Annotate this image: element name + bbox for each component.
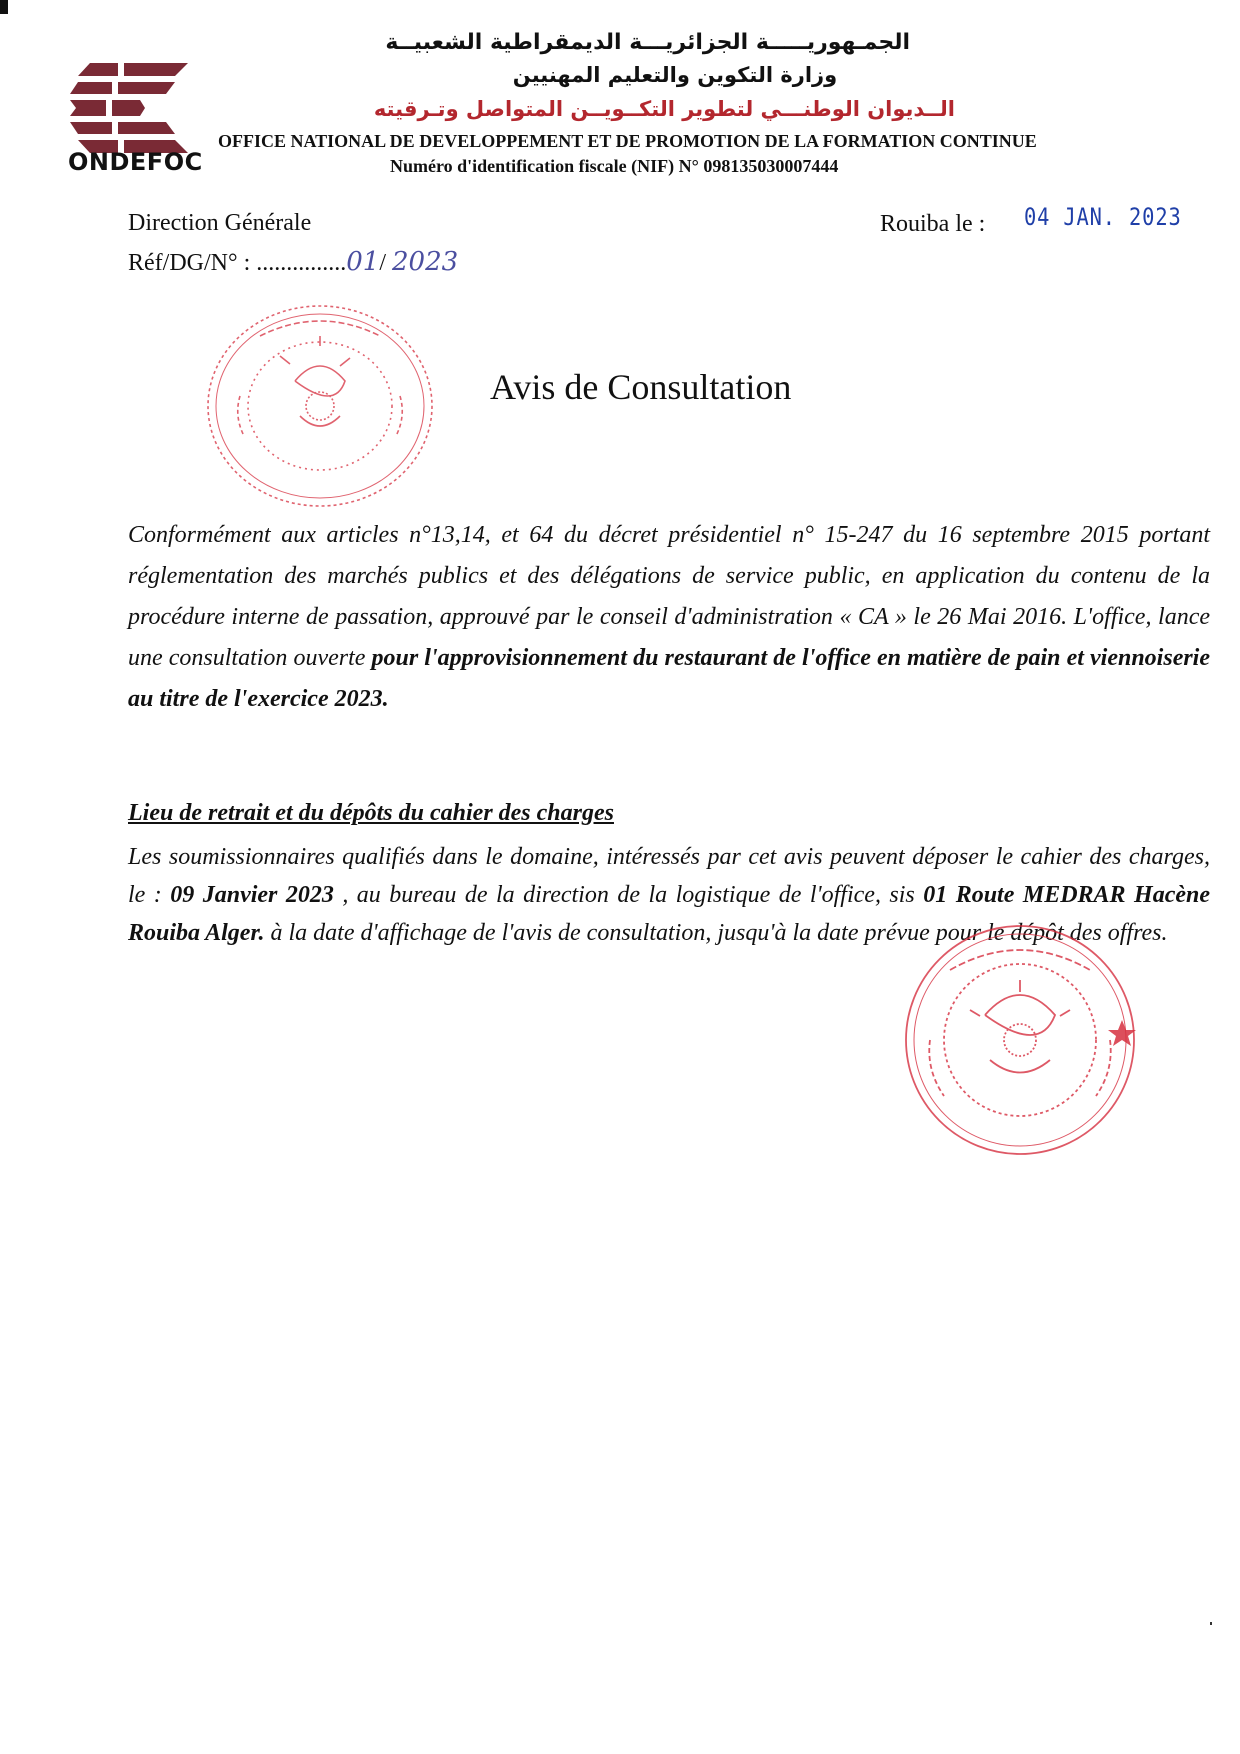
logo-text: ONDEFOC: [68, 148, 203, 176]
paragraph-consultation: [128, 515, 1210, 720]
arabic-republic-line: الجمـهوريـــــة الجزائريـــة الديمقراطية الشعبيــة: [385, 30, 910, 55]
reference-label: Réf/DG/N° :: [128, 250, 257, 276]
ondefoc-logo: [68, 58, 203, 178]
reference-dots: ...............: [256, 250, 347, 276]
ondefoc-logo-icon: [70, 58, 195, 158]
page-title: Avis de Consultation: [490, 367, 792, 407]
arabic-ministry-line: وزارة التكوين والتعليم المهنيين: [512, 63, 838, 87]
nif-line: Numéro d'identification fiscale (NIF) N° 098135030007444: [390, 156, 839, 176]
paragraph-2-address: 01 Route MEDRAR Hacène Rouiba Alger.: [128, 882, 1210, 946]
scan-dot: [1210, 1622, 1212, 1625]
paragraph-1-text: Conformément aux articles n°13,14, et 64 du décret présidentiel n° 15-247 du 16 septembre 2015 portant réglementation des marchés publics et des délégations de service public, en application du contenu de la procédure interne de passation, approuvé par le conseil d'administration « CA » le 26 Mai 2016. L'office, lance une consultation ouverte: [128, 522, 1210, 671]
official-seal-icon-2: [900, 920, 1140, 1160]
paragraph-2-text-3: à la date d'affichage de l'avis de consultation, jusqu'à la date prévue pour le dépôt des offres.: [264, 920, 1168, 946]
paragraph-2-text-1: Les soumissionnaires qualifiés dans le domaine, intéressés par cet avis peuvent déposer le cahier des charges, le :: [128, 844, 1210, 908]
reference-number: 01: [346, 247, 380, 277]
office-name: OFFICE NATIONAL DE DEVELOPPEMENT ET DE PROMOTION DE LA FORMATION CONTINUE: [218, 131, 1037, 151]
reference-line: [128, 247, 458, 277]
date-stamp: 04 JAN. 2023: [1024, 203, 1182, 231]
section-heading: Lieu de retrait et du dépôts du cahier des charges: [128, 800, 614, 826]
arabic-office-line: الــديوان الوطنـــي لتطوير التكــويــن المتواصل وتـرقيته: [373, 97, 955, 121]
reference-year: 2023: [392, 247, 459, 277]
scan-corner-mark: [0, 0, 8, 14]
paragraph-2-text-2: , au bureau de la direction de la logistique de l'office, sis: [333, 882, 924, 908]
direction-label: Direction Générale: [128, 210, 312, 236]
official-seal-icon: [200, 296, 440, 514]
reference-slash: /: [379, 250, 393, 276]
paragraph-1-bold: pour l'approvisionnement du restaurant de l'office en matière de pain et viennoiserie au titre de l'exercice 2023.: [128, 645, 1211, 712]
paragraph-2-date: 09 Janvier 2023: [170, 882, 334, 908]
place-date-label: Rouiba le :: [880, 211, 986, 237]
